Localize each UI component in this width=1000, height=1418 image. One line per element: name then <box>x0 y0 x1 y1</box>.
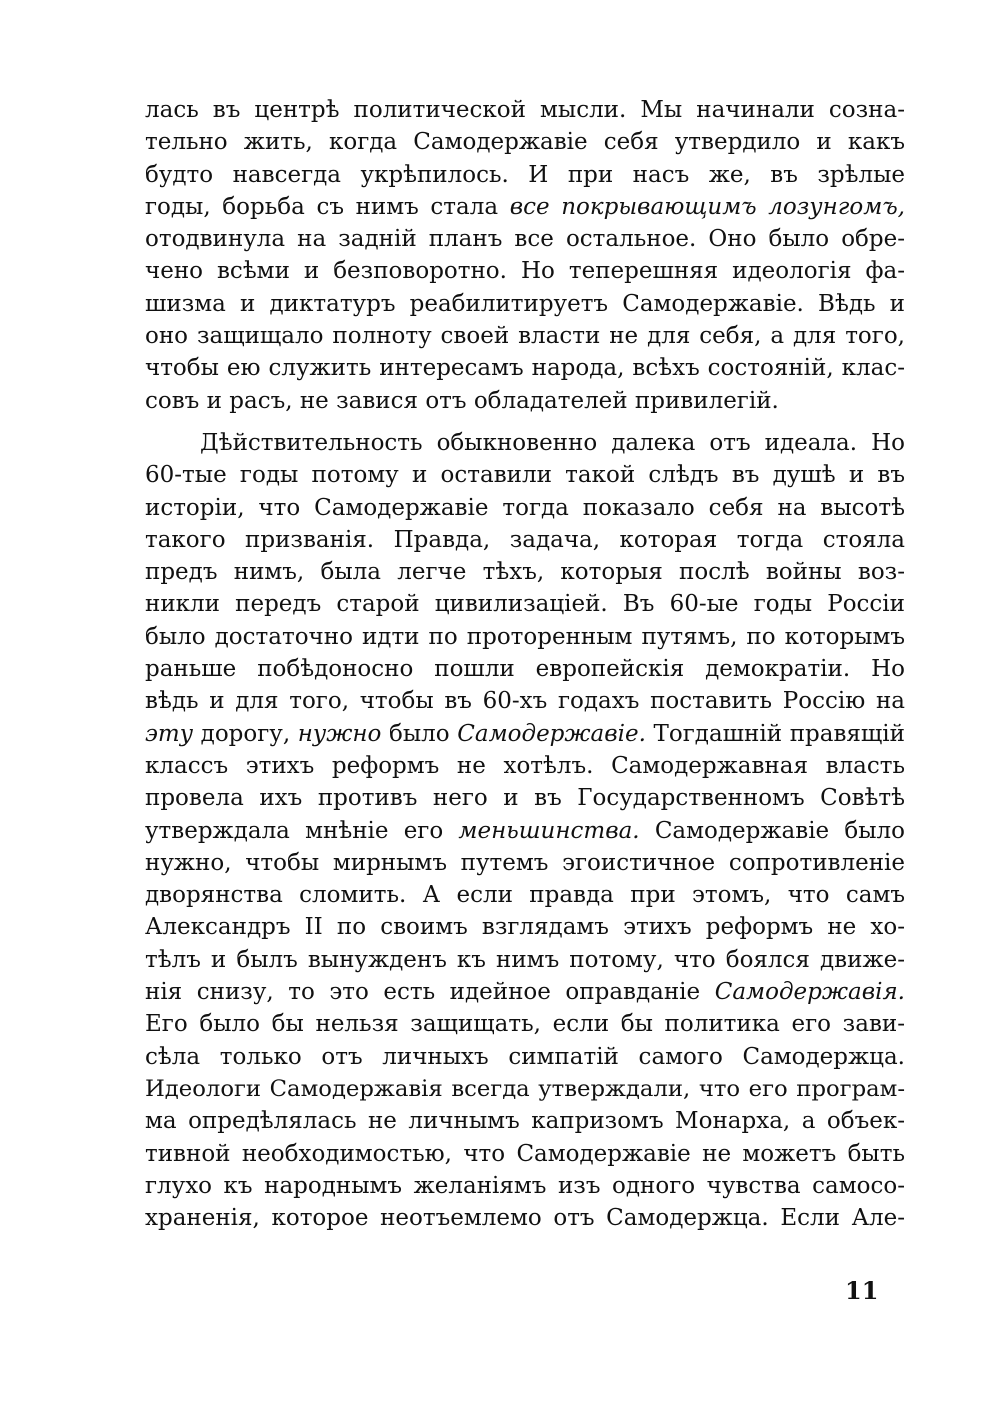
text-line: такого призванія. Правда, задача, которая тогда стояла <box>145 526 905 553</box>
text-line <box>145 718 905 750</box>
paragraph-2 <box>145 427 905 1234</box>
text-line: шизма и диктатуръ реабилитируетъ Самодержавіе. Вѣдь и <box>145 290 905 317</box>
text-line: Идеологи Самодержавія всегда утверждали, что его програм- <box>145 1075 905 1102</box>
text-segment: дорогу, <box>193 720 298 747</box>
text-line: классъ этихъ реформъ не хотѣлъ. Самодержавная власть <box>145 752 905 779</box>
text-line: храненія, которое неотъемлемо отъ Самодержца. Если Але- <box>145 1205 905 1232</box>
text-line <box>145 815 905 847</box>
text-line: вѣдь и для того, чтобы въ 60-хъ годахъ поставить Россію на <box>145 688 905 715</box>
text-line: лась въ центрѣ политической мысли. Мы начинали созна- <box>145 97 905 123</box>
text-line: Дѣйствительность обыкновенно далека отъ идеала. Но <box>200 430 905 456</box>
text-line: оно защищало полноту своей власти не для себя, а для того, <box>145 323 905 350</box>
text-line: ма опредѣлялась не личнымъ капризомъ Монарха, а объек- <box>145 1108 905 1135</box>
text-line: сѣла только отъ личныхъ симпатій самого Самодержца. <box>145 1043 905 1070</box>
text-segment: нія снизу, то это есть идейное оправданіе <box>145 979 715 1006</box>
page-number: 11 <box>845 1276 879 1305</box>
text-line: нужно, чтобы мирнымъ путемъ эгоистичное сопротивленіе <box>145 849 905 876</box>
text-segment: утверждала мнѣніе его <box>145 817 459 844</box>
text-line: провела ихъ противъ него и въ Государственномъ Совѣтѣ <box>145 785 905 812</box>
text-line: будто навсегда укрѣпилось. И при насъ же, въ зрѣлые <box>145 161 905 188</box>
text-line <box>145 976 905 1008</box>
text-segment: годы, борьба съ нимъ стала <box>145 193 510 220</box>
text-line: отодвинула на задній планъ все остальное. Оно было обре- <box>145 226 905 253</box>
text-segment: Самодержавіе было <box>639 817 905 844</box>
text-segment: было <box>381 720 458 747</box>
text-line: чтобы ею служить интересамъ народа, всѣхъ состояній, клас- <box>145 355 905 382</box>
text-line: тивной необходимостью, что Самодержавіе не можетъ быть <box>145 1140 905 1167</box>
text-segment: Тогдашній правящій <box>645 720 905 747</box>
italic-emphasis: эту <box>145 720 194 747</box>
text-line: Его было бы нельзя защищать, если бы политика его зави- <box>145 1011 905 1038</box>
text-line: никли передъ старой цивилизацiей. Въ 60-ые годы Россіи <box>145 591 905 618</box>
italic-emphasis: Самодержавіе. <box>457 720 646 747</box>
text-line: Александръ II по своимъ взглядамъ этихъ реформъ не хо- <box>145 914 905 941</box>
italic-emphasis: меньшинства. <box>458 817 640 844</box>
text-line: было достаточно идти по проторенным путямъ, по которымъ <box>145 623 905 650</box>
paragraph-1 <box>145 94 905 417</box>
text-line: исторіи, что Самодержавіе тогда показало себя на высотѣ <box>145 494 905 521</box>
text-line: предъ нимъ, была легче тѣхъ, которыя послѣ войны воз- <box>145 559 905 586</box>
italic-emphasis: все покрывающимъ лозунгомъ, <box>509 193 905 220</box>
text-line: 60-тые годы потому и оставили такой слѣдъ въ душѣ и въ <box>145 462 905 489</box>
text-line: совъ и расъ, не завися отъ обладателей привилегій. <box>145 387 779 414</box>
text-line: тельно жить, когда Самодержавіе себя утвердило и какъ <box>145 129 905 156</box>
italic-emphasis: Самодержавія. <box>714 979 905 1006</box>
text-line: дворянства сломить. А если правда при этомъ, что самъ <box>145 882 905 909</box>
italic-emphasis: нужно <box>297 720 382 747</box>
text-line: тѣлъ и былъ вынужденъ къ нимъ потому, что боялся движе- <box>145 946 905 973</box>
text-line: глухо къ народнымъ желаніямъ изъ одного чувства самосо- <box>145 1172 905 1199</box>
text-line: чено всѣми и безповоротно. Но теперешняя идеологія фа- <box>145 258 905 285</box>
text-line <box>145 191 905 223</box>
text-line: раньше побѣдоносно пошли европейскія демократіи. Но <box>145 656 905 683</box>
